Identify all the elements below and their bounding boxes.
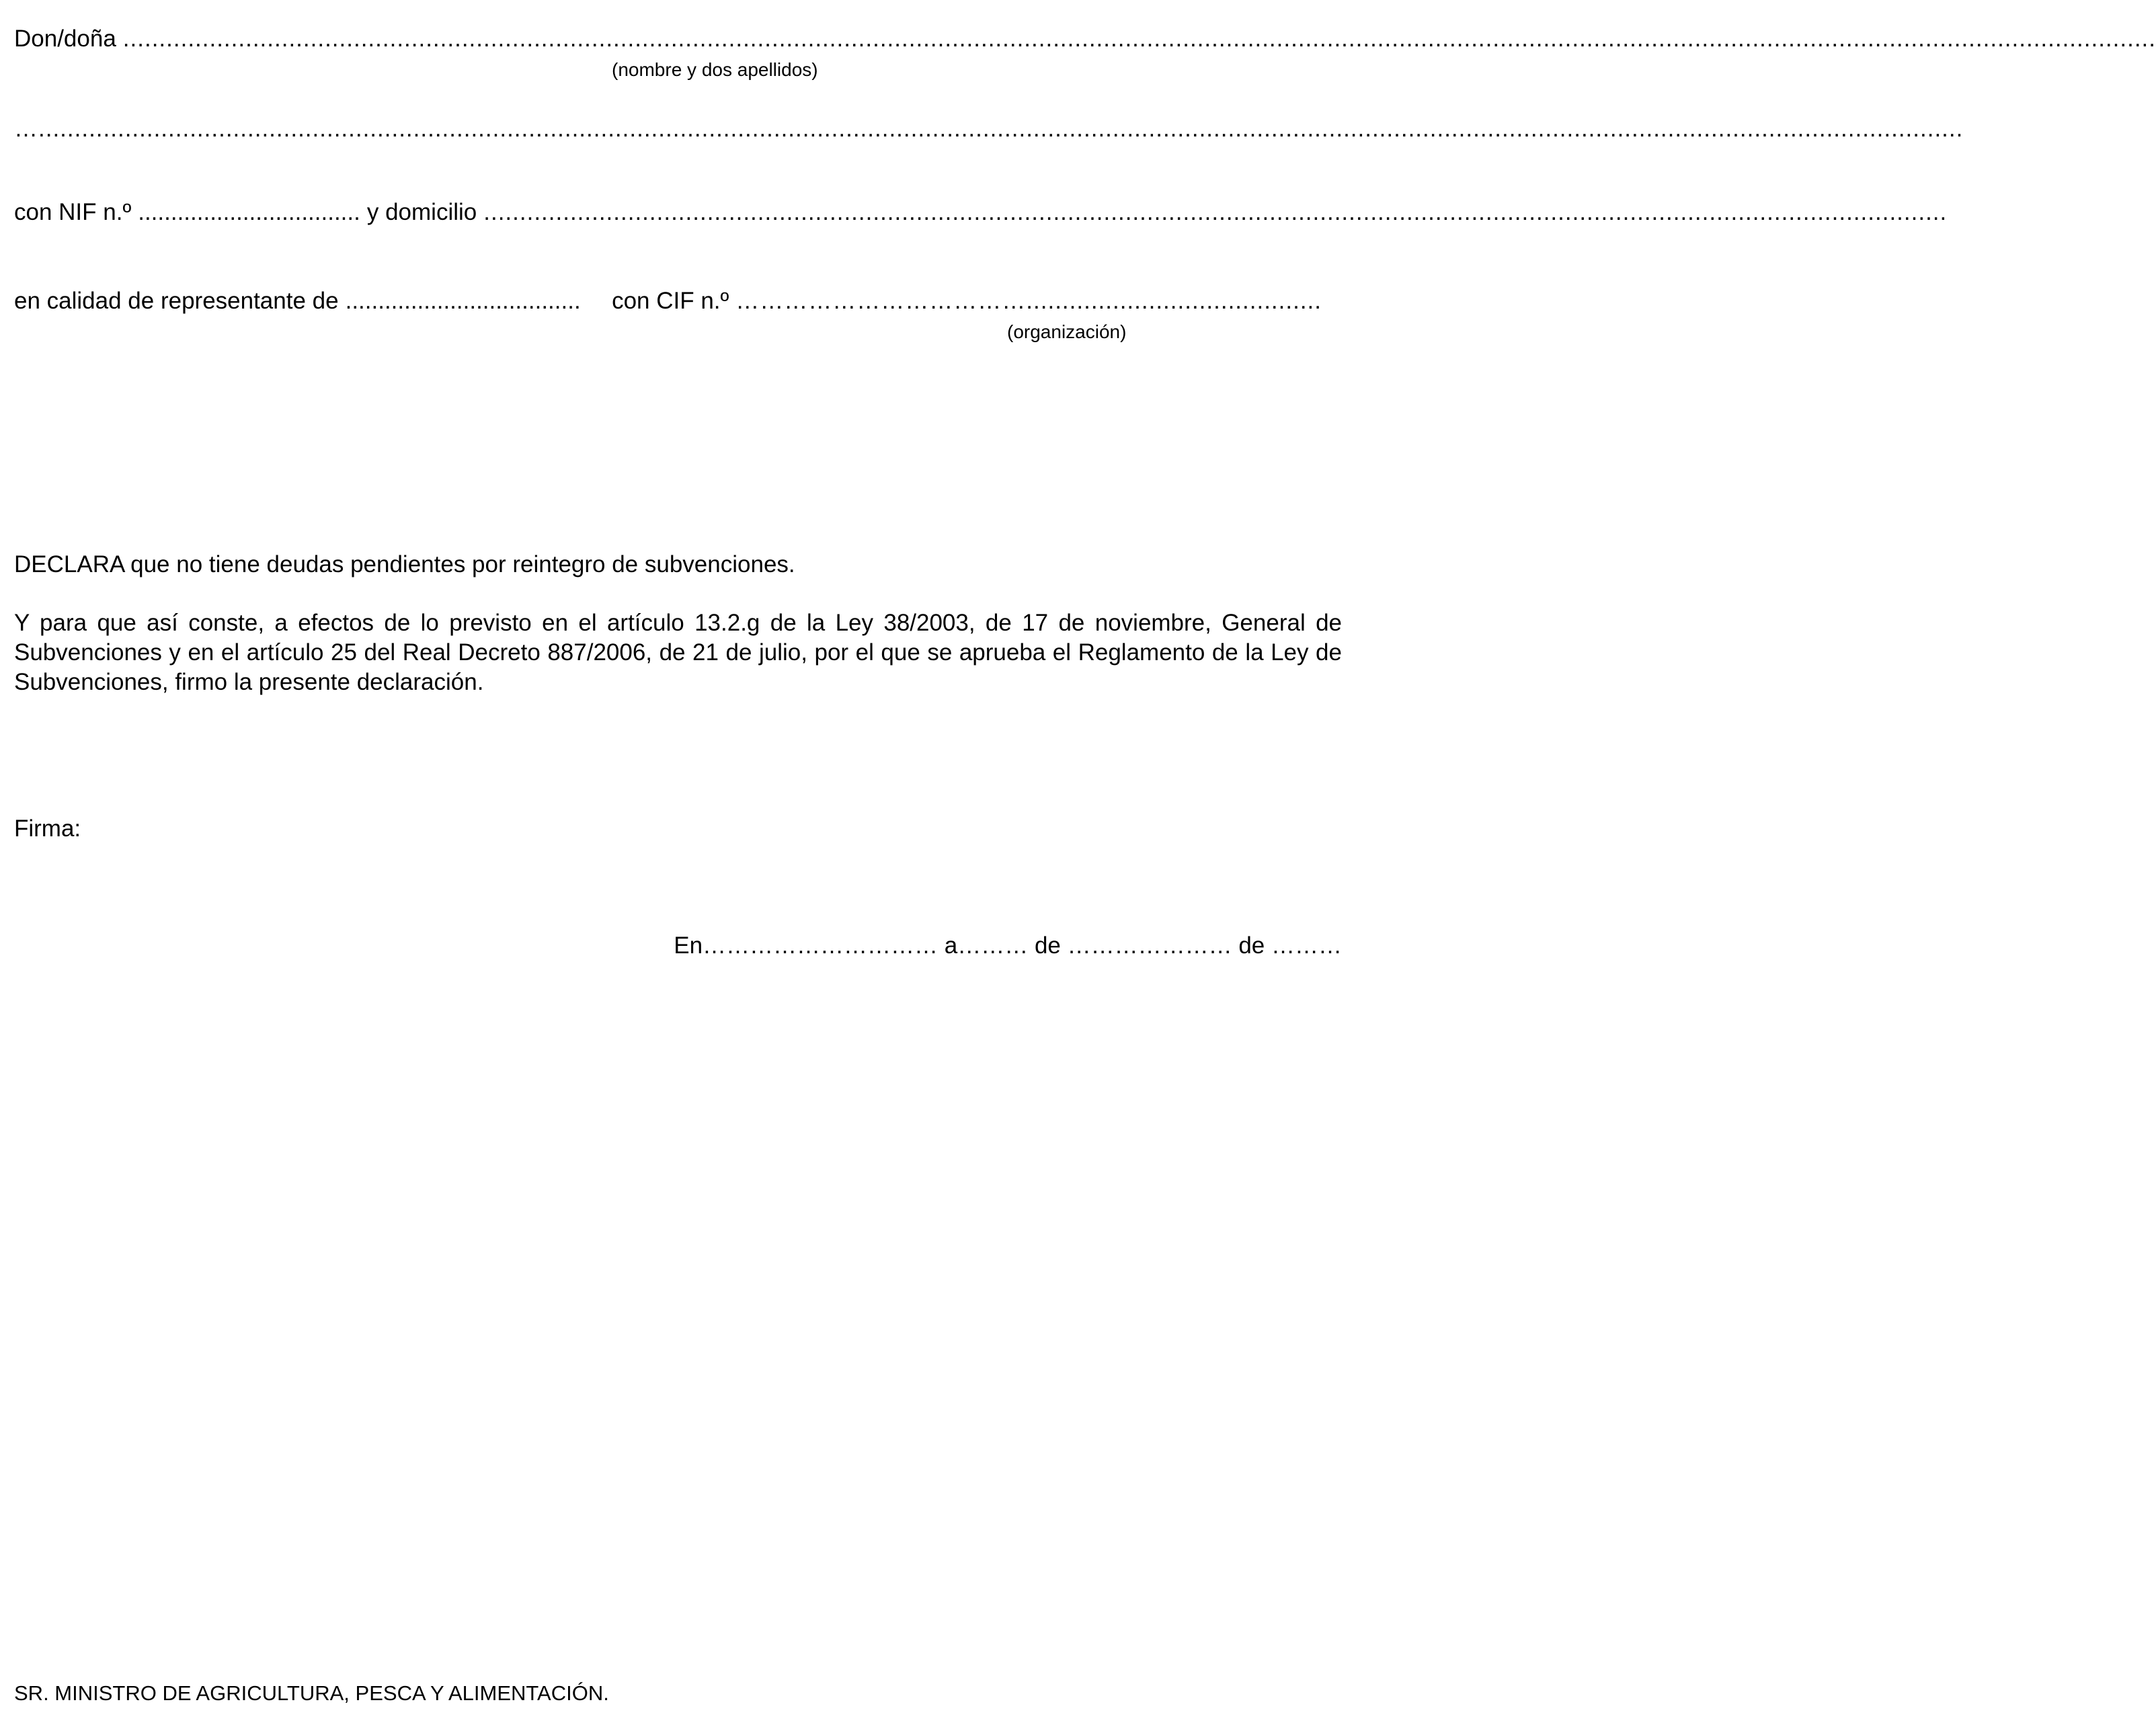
addressee: SR. MINISTRO DE AGRICULTURA, PESCA Y ALIMENTACIÓN.	[14, 1681, 609, 1705]
declaration-statement: DECLARA que no tiene deudas pendientes por reintegro de subvenciones.	[14, 551, 795, 577]
nif-address-line	[14, 198, 1948, 227]
cif-field[interactable]: ……………………………….........................................	[735, 288, 1322, 314]
place-date-line[interactable]: En………………………… a……… de ………………… de ………	[674, 932, 1342, 959]
name-field[interactable]: ..........................................................................................................................................................................................................................................................................................	[122, 26, 2156, 52]
organization-caption: (organización)	[1007, 321, 1127, 342]
name-caption: (nombre y dos apellidos)	[612, 59, 818, 80]
representative-line	[14, 286, 1322, 316]
declaration-paragraph: Y para que así conste, a efectos de lo previsto en el artículo 13.2.g de la Ley 38/2003, de 17 de noviembre, General de Subvenciones y en el artículo 25 del Real Decreto 887/2006, de 21 de julio, por el que se aprueba el Reglamento de la Ley de Subvenciones, firmo la presente declaración.	[14, 610, 1342, 695]
organization-field[interactable]: ....................................	[345, 288, 581, 314]
cif-label: con CIF n.º	[612, 288, 729, 314]
name-continuation-line	[14, 114, 1964, 144]
name-line	[14, 24, 2156, 54]
nif-field[interactable]: ..................................	[138, 199, 360, 225]
name-label: Don/doña	[14, 26, 116, 52]
name-continuation-field[interactable]: …...........................................................................................................................................................................................................................................................................	[14, 116, 1964, 142]
nif-label: con NIF n.º	[14, 199, 132, 225]
address-field[interactable]: ...........................................................................................................................................................................................................	[483, 199, 1948, 225]
representative-label: en calidad de representante de	[14, 288, 339, 314]
address-label: y domicilio	[366, 199, 477, 225]
signature-label: Firma:	[14, 815, 81, 842]
